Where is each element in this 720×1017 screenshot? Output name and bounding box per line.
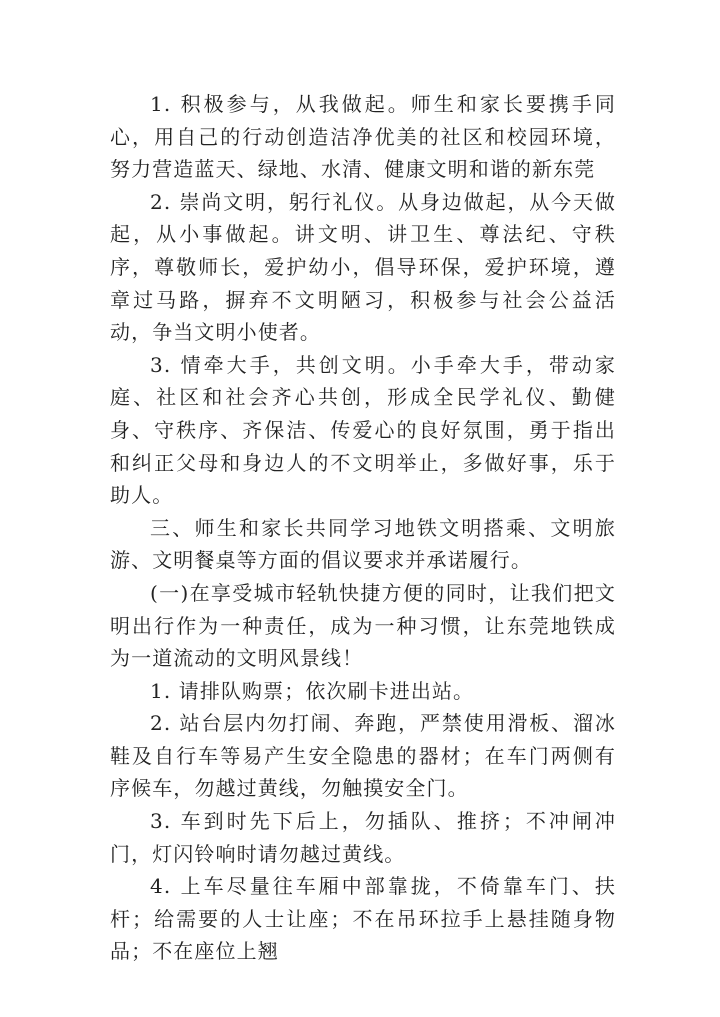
rule-1: 1. 请排队购票；依次刷卡进出站。 [150,678,475,703]
document-page [110,88,616,968]
paragraph-1: 1. 积极参与，从我做起。师生和家长要携手同心，用自己的行动创造洁净优美的社区和校园环境，努力营造蓝天、绿地、水清、健康文明和谐的新东莞 [110,92,616,182]
paragraph-2: 2. 崇尚文明，躬行礼仪。从身边做起，从今天做起，从小事做起。讲文明、讲卫生、尊法纪、守秩序，尊敬师长，爱护幼小，倡导环保，爱护环境，遵章过马路，摒弃不文明陋习，积极参与社会公益活动，争当文明小使者。 [110,189,616,345]
rule-2: 2. 站台层内勿打闹、奔跑，严禁使用滑板、溜冰鞋及自行车等易产生安全隐患的器材；在车门两侧有序候车，勿越过黄线，勿触摸安全门。 [110,711,616,801]
paragraph-3: 3. 情牵大手，共创文明。小手牵大手，带动家庭、社区和社会齐心共创，形成全民学礼仪、勤健身、守秩序、齐保洁、传爱心的良好氛围，勇于指出和纠正父母和身边人的不文明举止，多做好事，乐于助人。 [110,352,616,508]
section-heading-3: 三、师生和家长共同学习地铁文明搭乘、文明旅游、文明餐桌等方面的倡议要求并承诺履行。 [110,515,616,573]
rule-4: 4. 上车尽量往车厢中部靠拢，不倚靠车门、扶杆；给需要的人士让座；不在吊环拉手上悬挂随身物品；不在座位上翘 [110,874,616,964]
subsection-intro: (一)在享受城市轻轨快捷方便的同时，让我们把文明出行作为一种责任，成为一种习惯，让东莞地铁成为一道流动的文明风景线！ [110,580,616,671]
rule-3: 3. 车到时先下后上，勿插队、推挤；不冲闸冲门，灯闪铃响时请勿越过黄线。 [110,809,616,866]
